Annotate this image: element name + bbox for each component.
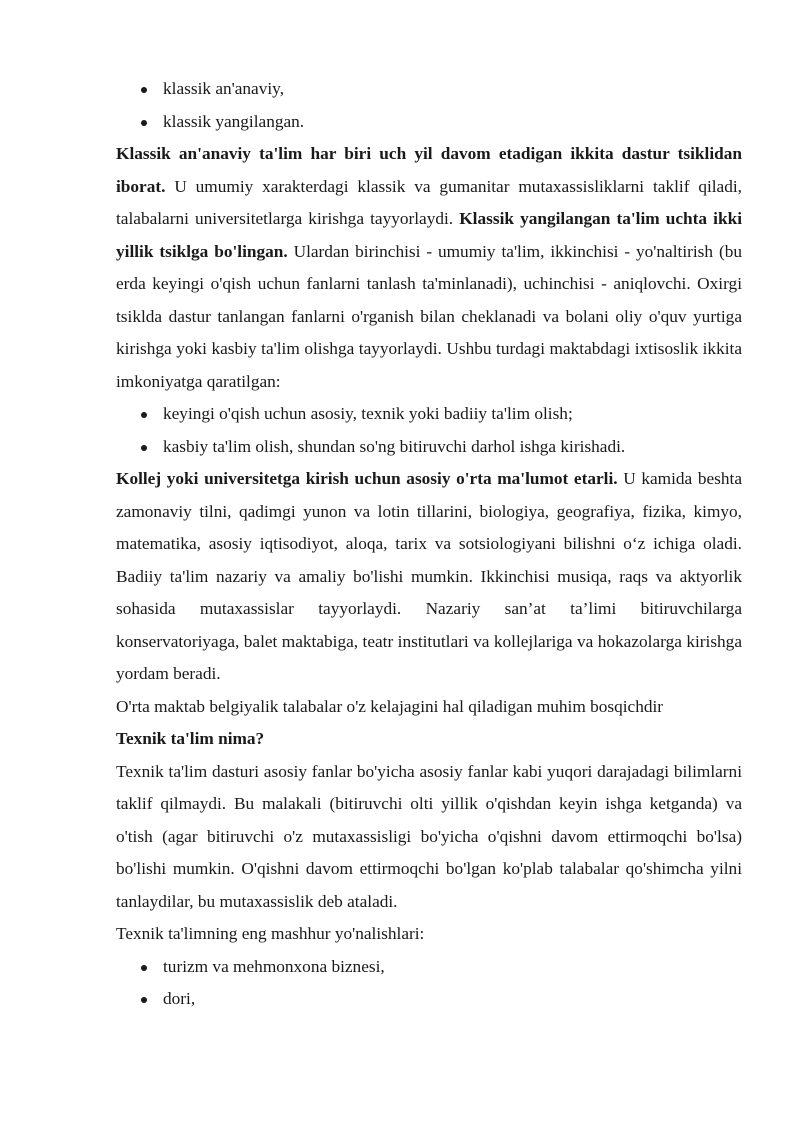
bullet-icon [141, 997, 147, 1003]
bullet-icon [141, 87, 147, 93]
list-item: turizm va mehmonxona biznesi, [116, 951, 742, 984]
bold-lead: Kollej yoki universitetga kirish uchun asosiy o'rta ma'lumot etarli. [116, 469, 618, 488]
list-item: kasbiy ta'lim olish, shundan so'ng bitiruvchi darhol ishga kirishadi. [116, 431, 742, 464]
bold-lead: Klassik yangilangan ta'lim uchta ikki yillik tsiklga bo'lingan. [116, 209, 742, 261]
bullet-icon [141, 445, 147, 451]
bullet-icon [141, 965, 147, 971]
section-heading: Texnik ta'lim nima? [116, 729, 265, 748]
bullet-icon [141, 412, 147, 418]
bullet-list-directions [116, 951, 742, 1016]
bold-lead: Klassik an'anaviy ta'lim har biri uch yil davom etadigan ikkita dastur tsiklidan iborat. [116, 144, 742, 196]
list-item: klassik yangilangan. [116, 106, 742, 139]
paragraph-classic-education: Klassik an'anaviy ta'lim har biri uch yil davom etadigan ikkita dastur tsiklidan iborat. U umumiy xarakterdagi klassik va gumanitar mutaxassisliklarni taklif qiladi, talabalarni universitetlarga kirishga tayyorlaydi. Klassik yangilangan ta'lim uchta ikki yillik tsiklga bo'lingan. Ulardan birinchisi - umumiy ta'lim, ikkinchisi - yo'naltirish (bu erda keyingi o'qish uchun fanlarni tanlash ta'minlanadi), uchinchisi - aniqlovchi. Oxirgi tsiklda dastur tanlangan fanlarni o'rganish bilan cheklanadi va bolani oliy o'quv yurtiga kirishga yoki kasbiy ta'lim olishga tayyorlaydi. Ushbu turdagi maktabdagi ixtisoslik ikkita imkoniyatga qaratilgan: [116, 144, 742, 391]
paragraph-secondary-education: Kollej yoki universitetga kirish uchun asosiy o'rta ma'lumot etarli. U kamida beshta zamonaviy tilni, qadimgi yunon va lotin tillarini, biologiya, geografiya, fizika, kimyo, matematika, asosiy iqtisodiyot, aloqa, tarix va sotsiologiyani bilishni o‘z ichiga oladi. Badiiy ta'lim nazariy va amaliy bo'lishi mumkin. Ikkinchisi musiqa, raqs va aktyorlik sohasida mutaxassislar tayyorlaydi. Nazariy san’at ta’limi bitiruvchilarga konservatoriyaga, balet maktabiga, teatr institutlari va kollejlariga va hokazolarga kirishga yordam beradi. [116, 469, 742, 683]
document-body [116, 73, 742, 1016]
bullet-icon [141, 120, 147, 126]
paragraph-statement: O'rta maktab belgiyalik talabalar o'z kelajagini hal qiladigan muhim bosqichdir [116, 696, 664, 716]
bullet-list-education-types [116, 73, 742, 138]
list-item: klassik an'anaviy, [116, 73, 742, 106]
paragraph-directions-intro: Texnik ta'limning eng mashhur yo'nalishlari: [116, 924, 425, 943]
list-item: dori, [116, 983, 742, 1016]
list-item: keyingi o'qish uchun asosiy, texnik yoki badiiy ta'lim olish; [116, 398, 742, 431]
paragraph-technical-education: Texnik ta'lim dasturi asosiy fanlar bo'yicha asosiy fanlar kabi yuqori darajadagi bilimlarni taklif qilmaydi. Bu malakali (bitiruvchi olti yillik o'qishdan keyin ishga ketganda) va o'tish (agar bitiruvchi o'z mutaxassisligi bo'yicha o'qishni davom ettirmoqchi bo'lsa) bo'lishi mumkin. O'qishni davom ettirmoqchi bo'lgan ko'plab talabalar qo'shimcha yilni tanlaydilar, bu mutaxassislik deb ataladi. [116, 761, 742, 911]
bullet-list-specialization [116, 398, 742, 463]
